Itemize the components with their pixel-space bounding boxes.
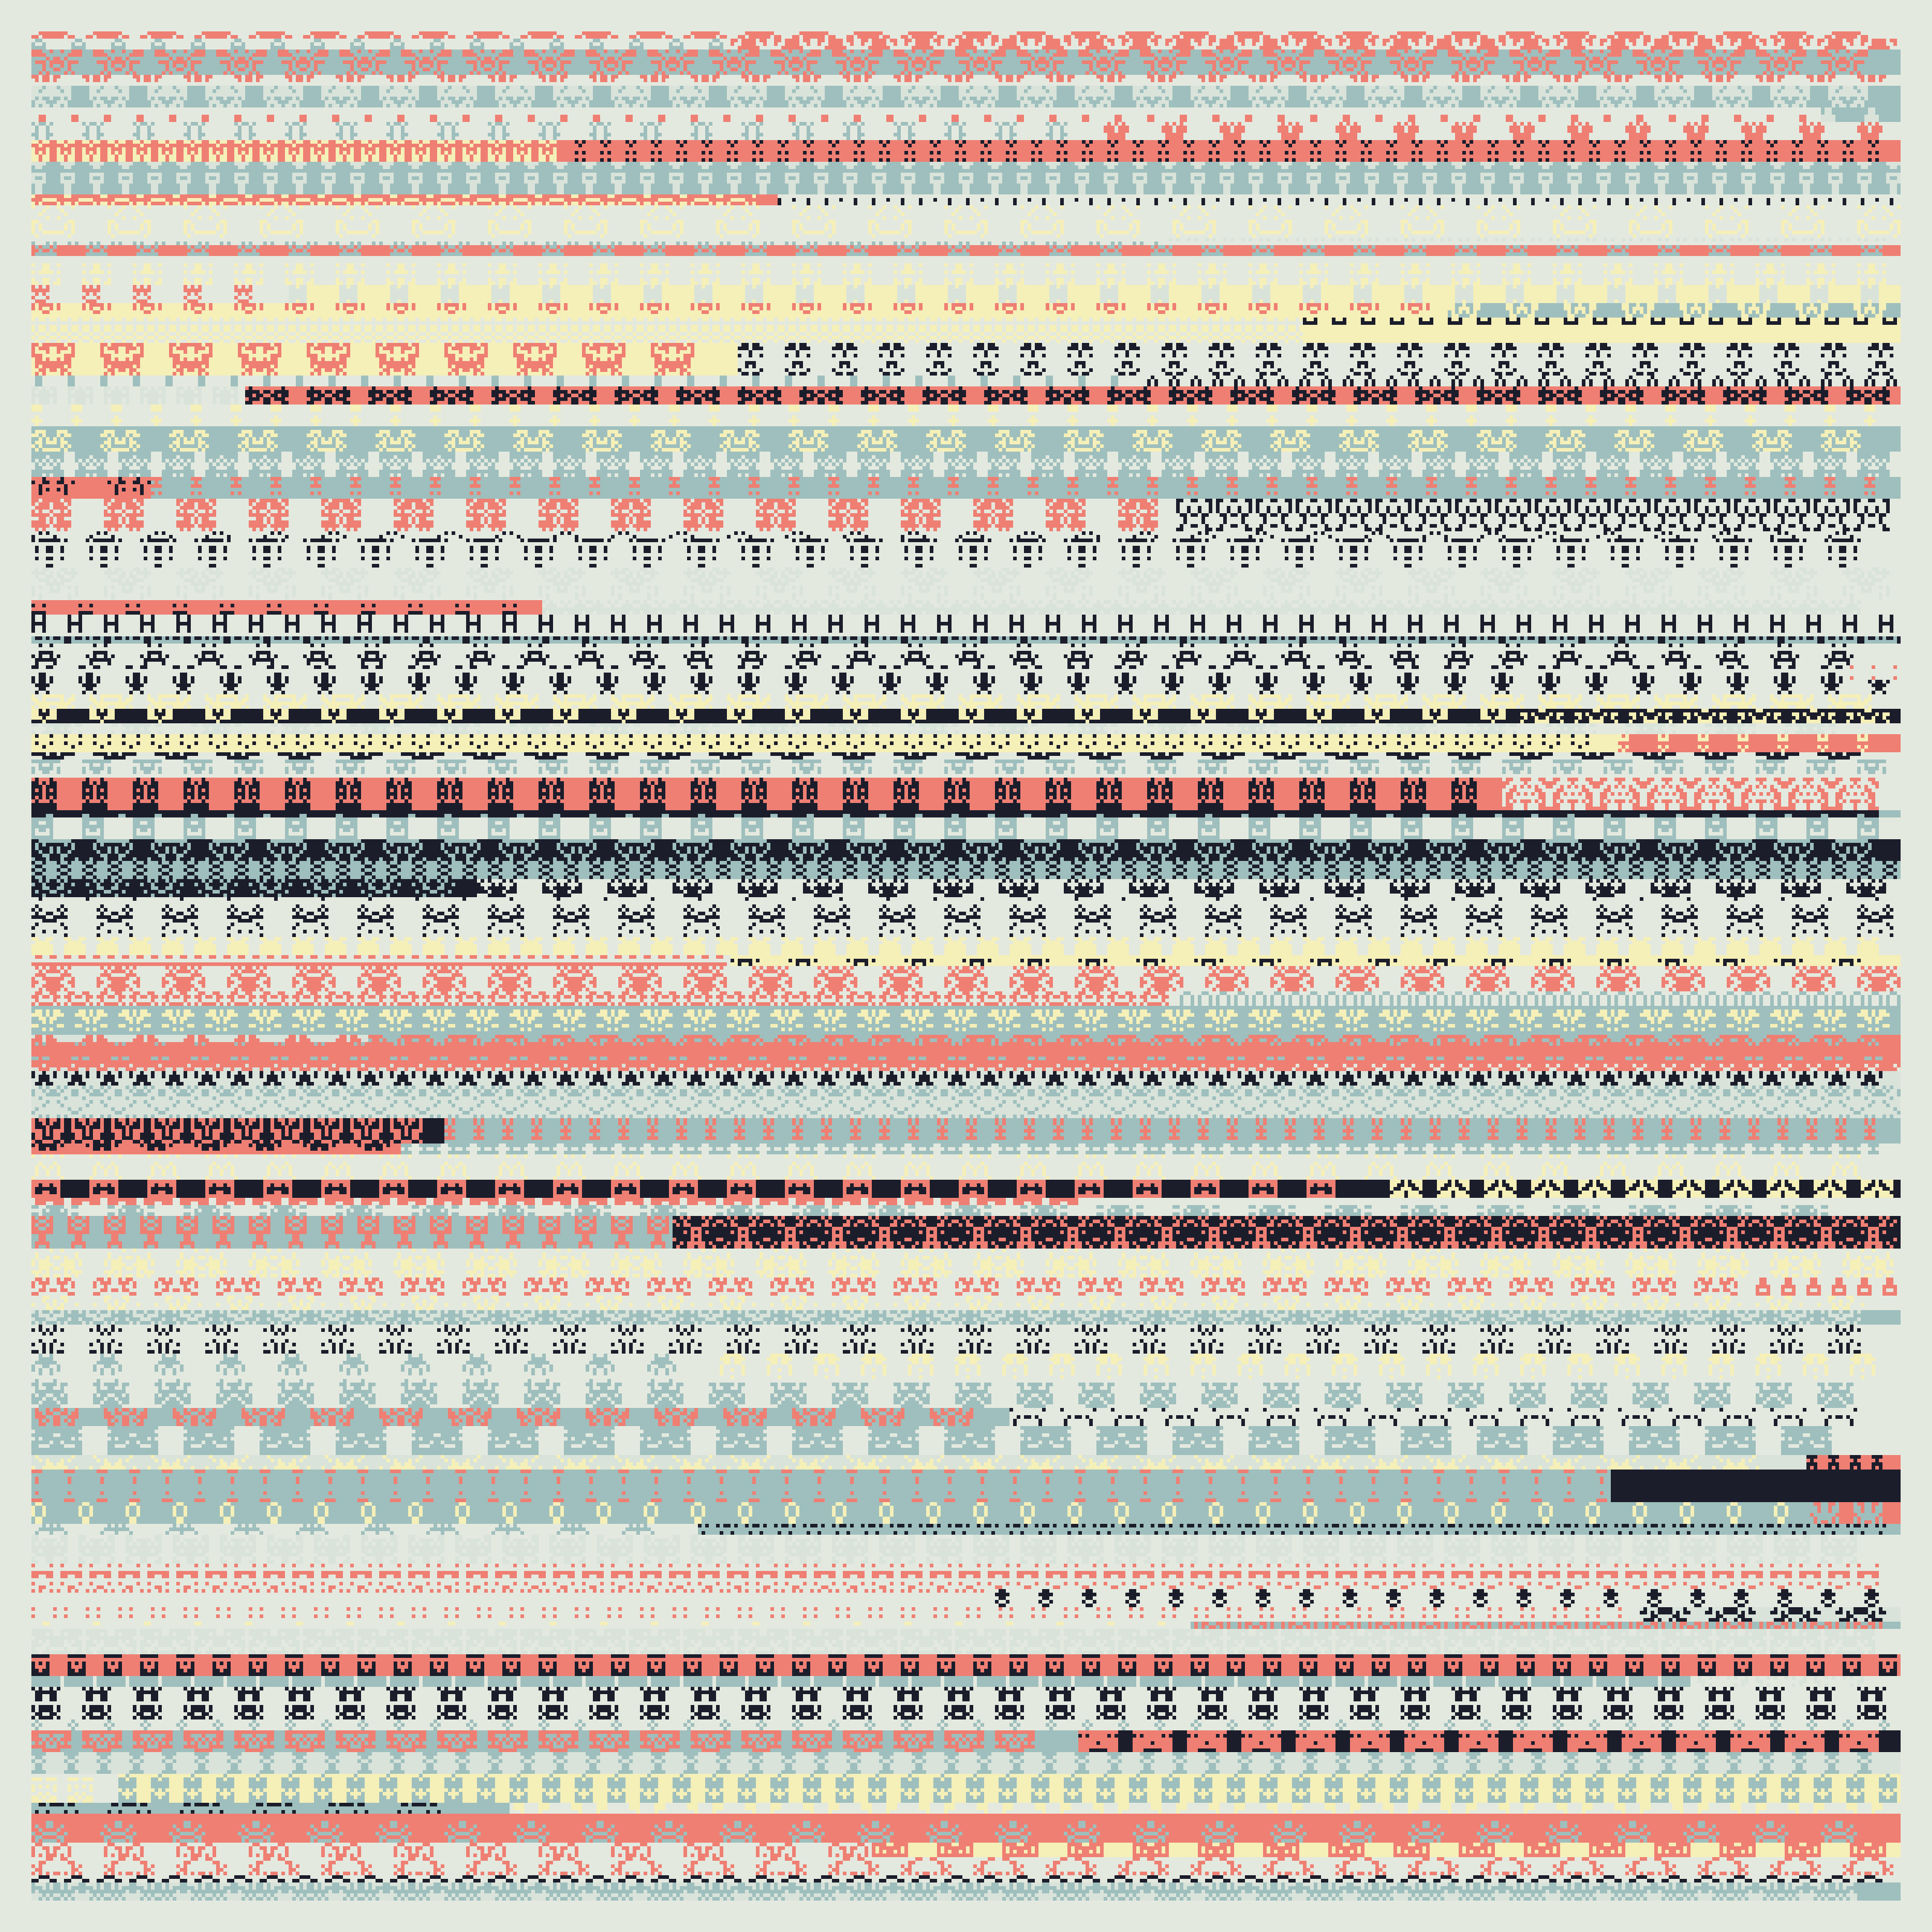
pattern-band (31, 1502, 1901, 1524)
pattern-band (31, 966, 1901, 991)
pattern-band (31, 810, 1901, 817)
pattern-band (31, 1455, 1901, 1470)
pattern-band (31, 162, 1901, 194)
pattern-band (31, 1470, 1901, 1502)
pattern-band (31, 140, 1901, 162)
pattern-band (31, 75, 1886, 82)
pattern-band (31, 1676, 1864, 1687)
pattern-band (31, 1118, 1901, 1144)
pattern-band (31, 1774, 1901, 1803)
pattern-band (31, 426, 1901, 452)
pattern-band (31, 245, 1901, 256)
pattern-band (31, 86, 1901, 107)
pattern-band (31, 477, 1901, 499)
pattern-band (31, 1042, 1901, 1064)
pattern-band (31, 734, 1901, 752)
pattern-band (31, 1730, 1901, 1752)
pattern-band (31, 50, 1901, 75)
pattern-band (31, 1180, 1901, 1198)
pattern-band (31, 1086, 1901, 1118)
pattern-band (31, 636, 1901, 644)
pattern-band (31, 709, 1901, 723)
pattern-band (31, 1035, 1901, 1042)
pattern-band (31, 600, 1861, 615)
pattern-band (31, 1654, 1901, 1676)
pattern-band (31, 1310, 1901, 1325)
pattern-band (31, 1814, 1901, 1843)
pattern-band (31, 1064, 1901, 1071)
pattern-band (31, 1216, 1901, 1249)
pattern-band (31, 839, 1901, 861)
pattern-band (31, 1752, 1901, 1774)
pattern-band (31, 778, 1879, 810)
pattern-band (31, 1071, 1901, 1086)
pattern-band (31, 303, 1901, 318)
pattern-band (31, 861, 1901, 879)
pattern-band (31, 386, 1901, 405)
pattern-band (31, 1006, 1901, 1035)
pattern-band (31, 1882, 1901, 1901)
pattern-band (31, 285, 1901, 303)
